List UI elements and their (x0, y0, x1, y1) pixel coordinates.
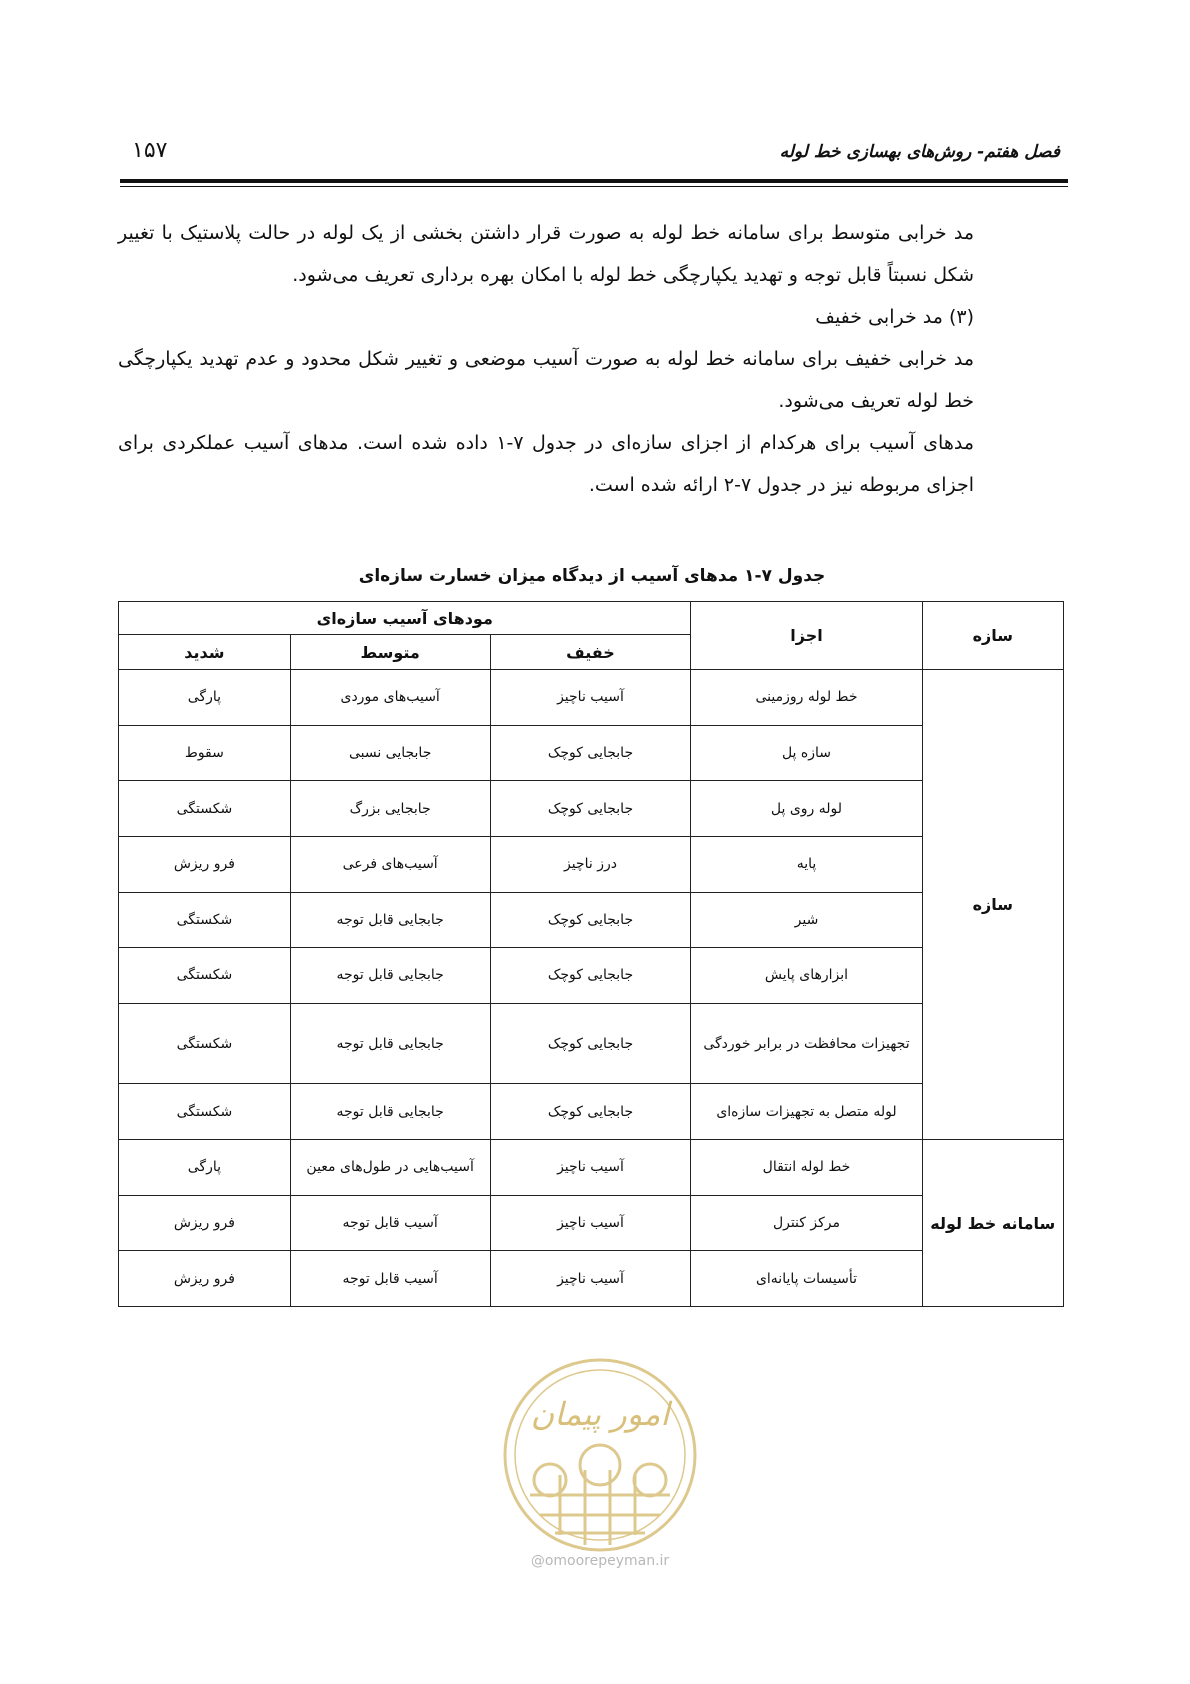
damage-modes-table (118, 601, 1064, 1307)
cell-severe: شکستگی (119, 948, 291, 1004)
header-severe: شدید (119, 635, 291, 670)
cell-light: جابجایی کوچک (490, 725, 691, 781)
header-moderate: متوسط (290, 635, 490, 670)
cell-light: جابجایی کوچک (490, 892, 691, 948)
cell-light: درز ناچیز (490, 836, 691, 892)
cell-component: تأسیسات پایانه‌ای (691, 1251, 922, 1307)
cell-light: جابجایی کوچک (490, 781, 691, 837)
header-light: خفیف (490, 635, 691, 670)
cell-component: ابزارهای پایش (691, 948, 922, 1004)
cell-light: جابجایی کوچک (490, 1003, 691, 1084)
table-row (119, 670, 1064, 726)
cell-severe: پارگی (119, 1140, 291, 1196)
watermark-logo-text: امور پیمان (530, 1395, 670, 1433)
table-row (119, 836, 1064, 892)
cell-component: لوله متصل به تجهیزات سازه‌ای (691, 1084, 922, 1140)
group-cell-structure: سازه (922, 670, 1063, 1140)
cell-light: جابجایی کوچک (490, 948, 691, 1004)
table-row (119, 1251, 1064, 1307)
table-caption: جدول ۷-۱ مدهای آسیب از دیدگاه میزان خسارت سازه‌ای (358, 566, 826, 586)
cell-component: خط لوله انتقال (691, 1140, 922, 1196)
cell-light: آسیب ناچیز (490, 1195, 691, 1251)
table-row (119, 1003, 1064, 1084)
cell-severe: فرو ریزش (119, 1251, 291, 1307)
cell-moderate: آسیب قابل توجه (290, 1251, 490, 1307)
cell-severe: فرو ریزش (119, 1195, 291, 1251)
cell-severe: فرو ریزش (119, 836, 291, 892)
paragraph-table-reference: مدهای آسیب برای هرکدام از اجزای سازه‌ای در جدول ۷-۱ داده شده است. مدهای آسیب عملکردی برای اجزای مربوطه نیز در جدول ۷-۲ ارائه شده است. (118, 432, 974, 496)
cell-moderate: جابجایی قابل توجه (290, 1084, 490, 1140)
cell-moderate: آسیب‌های فرعی (290, 836, 490, 892)
header-rule-thin (120, 186, 1068, 187)
header-component: اجزا (691, 602, 922, 670)
cell-component: مرکز کنترل (691, 1195, 922, 1251)
cell-moderate: آسیب‌های موردی (290, 670, 490, 726)
cell-moderate: جابجایی قابل توجه (290, 1003, 490, 1084)
cell-severe: شکستگی (119, 892, 291, 948)
cell-component: خط لوله روزمینی (691, 670, 922, 726)
cell-light: آسیب ناچیز (490, 670, 691, 726)
paragraph-light-mode: مد خرابی خفیف برای سامانه خط لوله به صورت آسیب موضعی و تغییر شکل محدود و عدم تهدید یکپارچگی خط لوله تعریف می‌شود. (118, 348, 974, 412)
cell-light: آسیب ناچیز (490, 1251, 691, 1307)
table-row (119, 892, 1064, 948)
cell-moderate: آسیب‌هایی در طول‌های معین (290, 1140, 490, 1196)
cell-severe: شکستگی (119, 781, 291, 837)
cell-light: جابجایی کوچک (490, 1084, 691, 1140)
table-row (119, 948, 1064, 1004)
cell-moderate: جابجایی قابل توجه (290, 892, 490, 948)
cell-moderate: جابجایی نسبی (290, 725, 490, 781)
cell-severe: سقوط (119, 725, 291, 781)
cell-component: شیر (691, 892, 922, 948)
cell-component: پایه (691, 836, 922, 892)
page-number: ۱۵۷ (132, 138, 168, 163)
table-row (119, 1084, 1064, 1140)
cell-moderate: آسیب قابل توجه (290, 1195, 490, 1251)
cell-severe: شکستگی (119, 1084, 291, 1140)
table-row (119, 781, 1064, 837)
cell-component: تجهیزات محافظت در برابر خوردگی (691, 1003, 922, 1084)
cell-component: لوله روی پل (691, 781, 922, 837)
cell-light: آسیب ناچیز (490, 1140, 691, 1196)
cell-component: سازه پل (691, 725, 922, 781)
body-text (118, 212, 974, 506)
table-row (119, 1195, 1064, 1251)
watermark-url: @omoorepeyman.ir (530, 1553, 670, 1569)
table-row (119, 725, 1064, 781)
header-rule-thick (120, 179, 1068, 183)
heading-light-mode: (۳) مد خرابی خفیف (815, 306, 974, 328)
chapter-title: فصل هفتم- روش‌های بهسازی خط لوله (779, 142, 1060, 162)
table-row (119, 1140, 1064, 1196)
cell-severe: پارگی (119, 670, 291, 726)
group-cell-pipeline-system: سامانه خط لوله (922, 1140, 1063, 1307)
cell-severe: شکستگی (119, 1003, 291, 1084)
page-header (120, 132, 1068, 172)
paragraph-moderate-mode: مد خرابی متوسط برای سامانه خط لوله به صورت قرار داشتن بخشی از یک لوله در حالت پلاستیک با تغییر شکل نسبتاً قابل توجه و تهدید یکپارچگی خط لوله با امکان بهره برداری تعریف می‌شود. (118, 222, 974, 286)
header-structure: سازه (922, 602, 1063, 670)
cell-moderate: جابجایی قابل توجه (290, 948, 490, 1004)
cell-moderate: جابجایی بزرگ (290, 781, 490, 837)
header-damage-modes: مودهای آسیب سازه‌ای (119, 602, 691, 635)
